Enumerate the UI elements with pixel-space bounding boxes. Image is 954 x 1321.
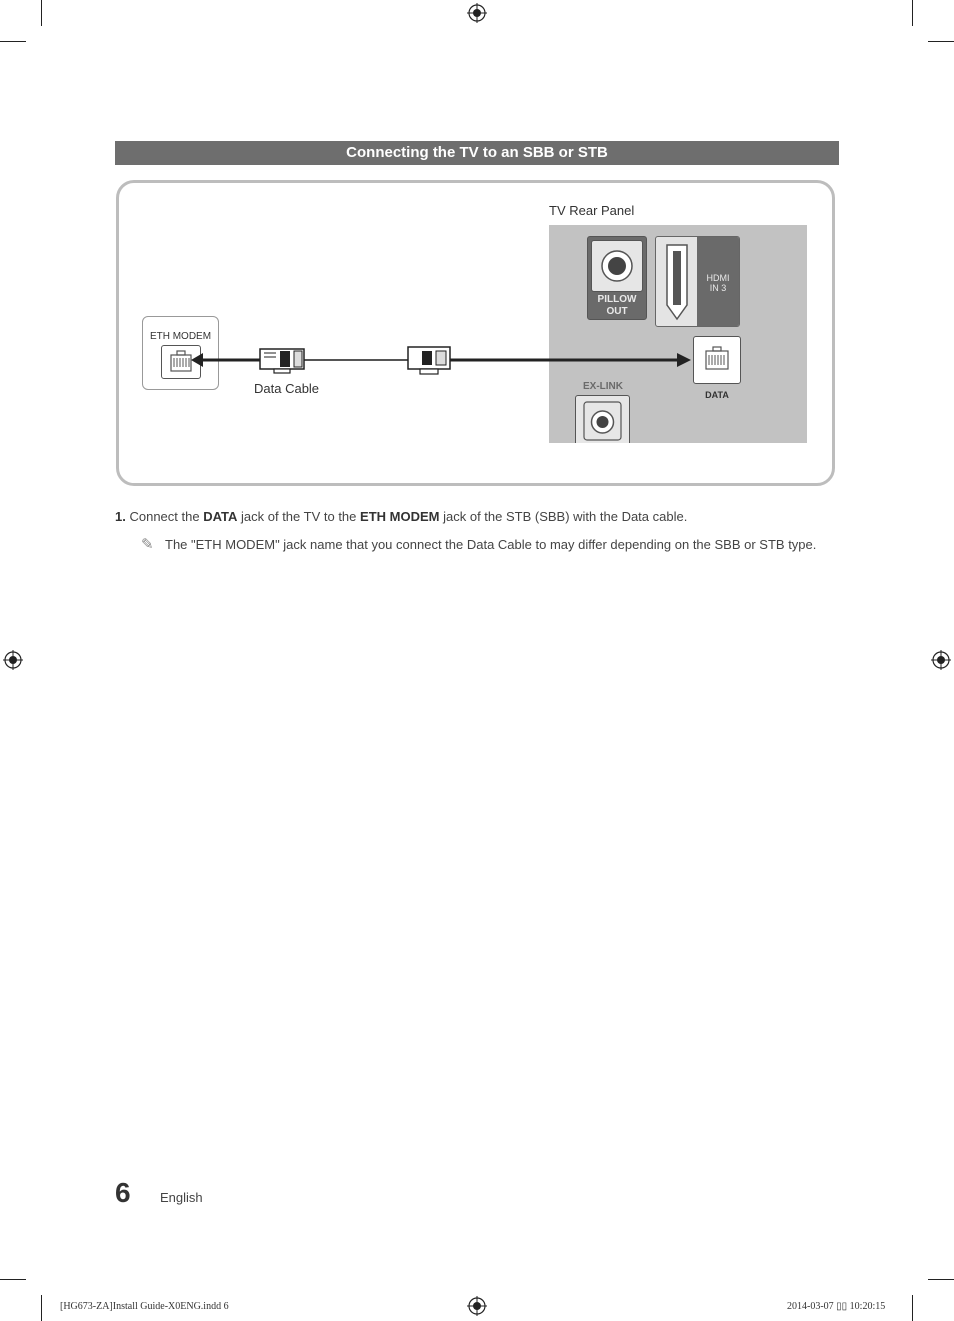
page-number: 6 bbox=[115, 1177, 131, 1208]
pillow-out-label: PILLOW OUT bbox=[597, 294, 637, 317]
rj45-plug-icon bbox=[258, 345, 306, 375]
pillow-out-port bbox=[587, 236, 647, 320]
instruction-step bbox=[115, 509, 687, 524]
data-port bbox=[693, 336, 741, 384]
section-title: Connecting the TV to an SBB or STB bbox=[115, 141, 839, 165]
ex-link-port bbox=[575, 395, 630, 443]
step-text-2: jack of the TV to the bbox=[241, 509, 357, 524]
data-cable-label: Data Cable bbox=[254, 381, 320, 396]
rj45-plug-icon bbox=[406, 343, 454, 377]
print-slug-file: [HG673-ZA]Install Guide-X0ENG.indd 6 bbox=[60, 1301, 229, 1312]
step-number: 1. bbox=[115, 509, 126, 524]
print-slug-date: 2014-03-07 ▯▯ 10:20:15 bbox=[787, 1301, 886, 1312]
pencil-note-icon: ✎ bbox=[141, 536, 154, 553]
crop-mark bbox=[928, 41, 954, 42]
step-bold-data: DATA bbox=[203, 509, 238, 524]
registration-mark-icon bbox=[3, 650, 23, 670]
registration-mark-icon bbox=[467, 3, 487, 23]
crop-mark bbox=[41, 1295, 42, 1321]
data-port-label: DATA bbox=[705, 390, 729, 400]
registration-mark-icon bbox=[931, 650, 951, 670]
crop-mark bbox=[928, 1279, 954, 1280]
crop-mark bbox=[41, 0, 42, 26]
tv-rear-panel-label: TV Rear Panel bbox=[549, 203, 635, 218]
pillow-jack-icon bbox=[591, 240, 643, 292]
ex-link-label: EX-LINK bbox=[583, 381, 623, 392]
step-text-1: Connect the bbox=[129, 509, 200, 524]
hdmi-label-line1: HDMI bbox=[706, 273, 730, 283]
crop-mark bbox=[912, 1295, 913, 1321]
crop-mark bbox=[912, 0, 913, 26]
instruction-note bbox=[141, 535, 816, 553]
eth-modem-label: ETH MODEM bbox=[149, 331, 212, 342]
hdmi-label-line2: IN 3 bbox=[709, 283, 727, 293]
page-language: English bbox=[160, 1190, 203, 1205]
ethernet-jack-icon bbox=[694, 337, 740, 383]
step-bold-eth-modem: ETH MODEM bbox=[360, 509, 440, 524]
note-text: The "ETH MODEM" jack name that you connect the Data Cable to may differ depending on the SBB or STB type. bbox=[165, 537, 817, 552]
step-text-3: jack of the STB (SBB) with the Data cable. bbox=[443, 509, 688, 524]
hdmi-in-3-port bbox=[655, 236, 740, 327]
registration-mark-icon bbox=[467, 1296, 487, 1316]
hdmi-connector-icon bbox=[659, 243, 695, 321]
crop-mark bbox=[0, 41, 26, 42]
ex-link-jack-icon bbox=[576, 396, 629, 442]
crop-mark bbox=[0, 1279, 26, 1280]
hdmi-label bbox=[697, 273, 739, 293]
